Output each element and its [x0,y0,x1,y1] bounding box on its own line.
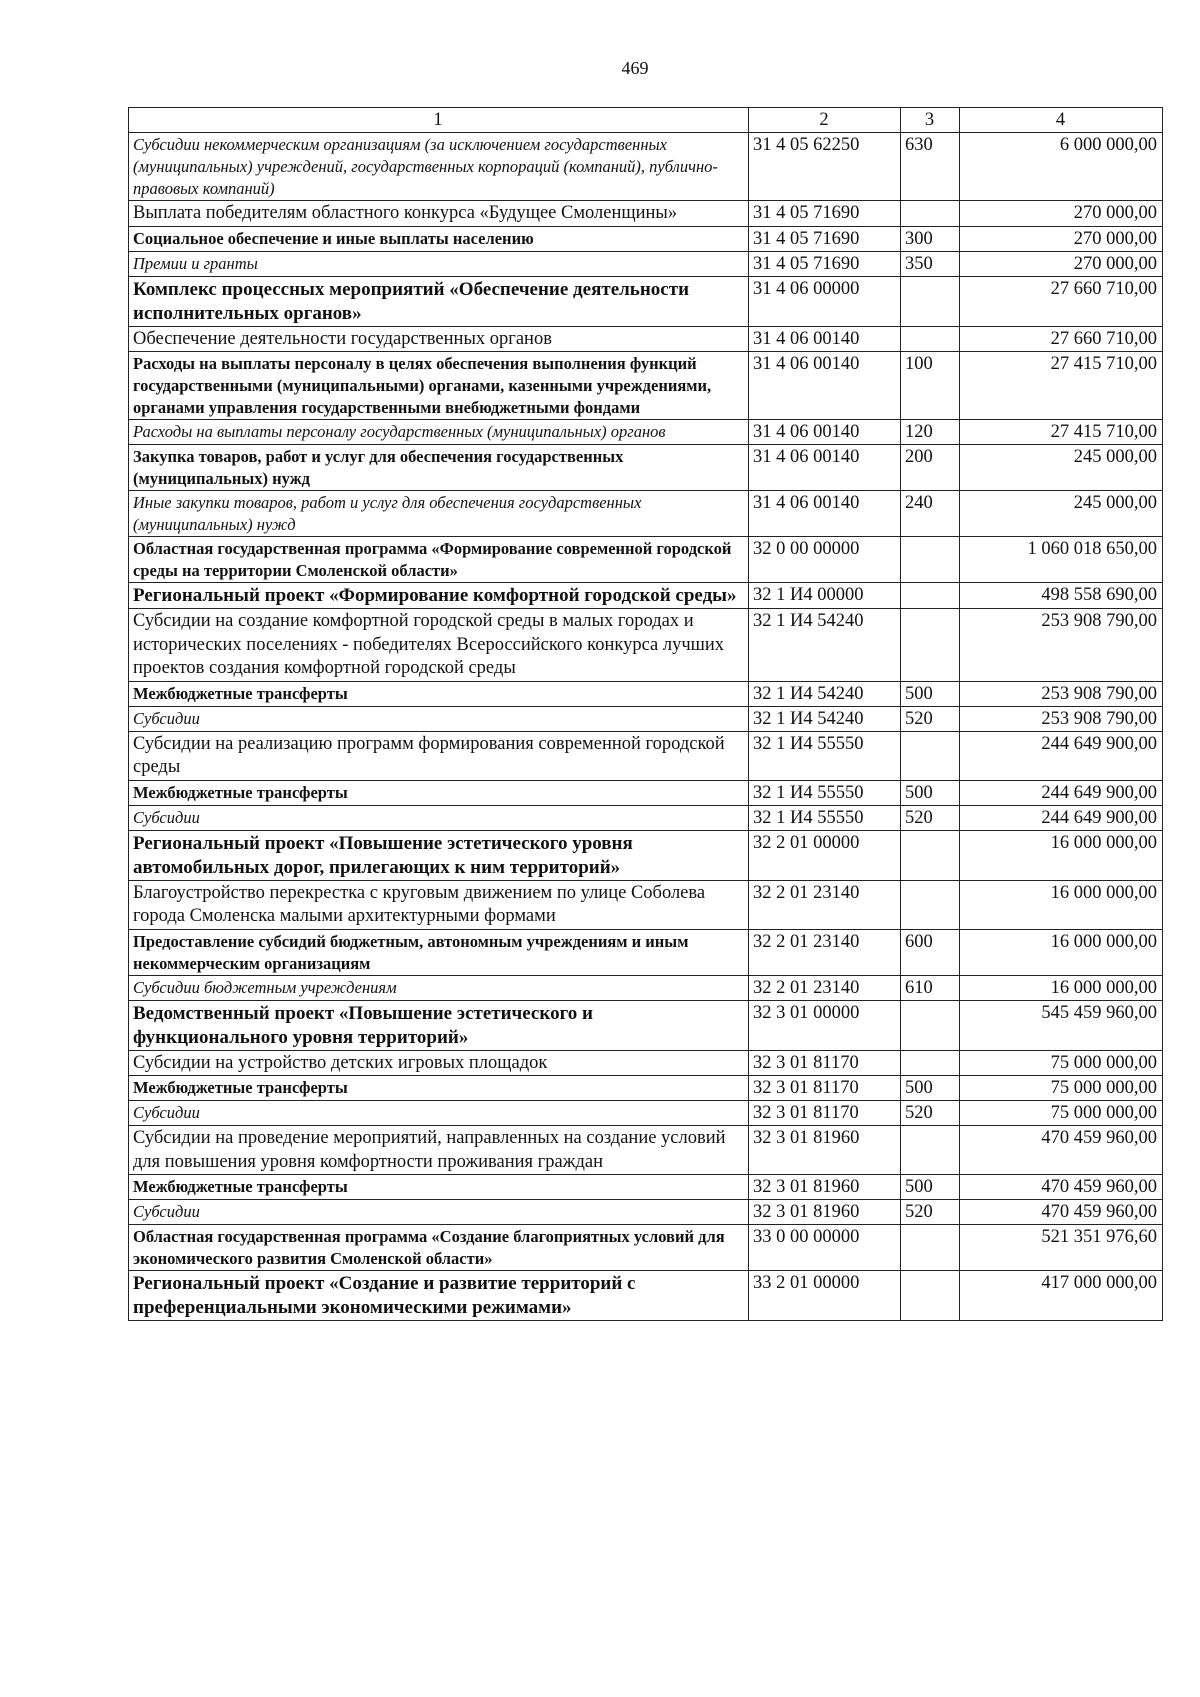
row-amount-cell: 75 000 000,00 [960,1101,1163,1126]
row-kvr-cell [901,1271,960,1321]
row-amount-cell: 470 459 960,00 [960,1200,1163,1225]
row-name-cell: Областная государственная программа «Создание благоприятных условий для экономического развития Смоленской области» [129,1225,749,1271]
row-code-cell: 32 1 И4 55550 [749,805,901,830]
row-amount-cell: 470 459 960,00 [960,1175,1163,1200]
table-row [129,326,1163,352]
row-kvr-cell: 100 [901,352,960,420]
row-code-cell: 32 2 01 23140 [749,975,901,1000]
row-name-cell: Предоставление субсидий бюджетным, автономным учреждениям и иным некоммерческим организациям [129,929,749,975]
table-row [129,1200,1163,1225]
row-kvr-cell: 520 [901,805,960,830]
row-amount-cell: 270 000,00 [960,201,1163,227]
row-amount-cell: 253 908 790,00 [960,681,1163,706]
row-code-cell: 31 4 05 71690 [749,251,901,276]
row-code-cell: 32 3 01 81960 [749,1175,901,1200]
row-name-cell: Благоустройство перекрестка с круговым движением по улице Соболева города Смоленска малыми архитектурными формами [129,880,749,929]
row-name-cell: Социальное обеспечение и иные выплаты населению [129,226,749,251]
row-kvr-cell [901,276,960,326]
table-row [129,706,1163,731]
row-code-cell: 31 4 06 00140 [749,352,901,420]
row-name-cell: Межбюджетные трансферты [129,1076,749,1101]
row-name-cell: Субсидии на создание комфортной городской среды в малых городах и исторических поселениях - победителях Всероссийского конкурса лучших проектов создания комфортной городской среды [129,609,749,682]
row-name-cell: Межбюджетные трансферты [129,1175,749,1200]
column-header-3: 3 [901,108,960,133]
table-row [129,420,1163,445]
row-kvr-cell: 300 [901,226,960,251]
row-code-cell: 32 3 01 81960 [749,1200,901,1225]
row-amount-cell: 16 000 000,00 [960,975,1163,1000]
row-amount-cell: 417 000 000,00 [960,1271,1163,1321]
row-amount-cell: 521 351 976,60 [960,1225,1163,1271]
row-name-cell: Региональный проект «Повышение эстетического уровня автомобильных дорог, прилегающих к ним территорий» [129,830,749,880]
row-kvr-cell: 600 [901,929,960,975]
table-row [129,1050,1163,1076]
row-amount-cell: 270 000,00 [960,251,1163,276]
row-amount-cell: 75 000 000,00 [960,1076,1163,1101]
row-name-cell: Субсидии [129,1200,749,1225]
row-name-cell: Субсидии бюджетным учреждениям [129,975,749,1000]
row-kvr-cell [901,880,960,929]
row-code-cell: 32 0 00 00000 [749,537,901,583]
row-amount-cell: 1 060 018 650,00 [960,537,1163,583]
row-code-cell: 32 3 01 81170 [749,1101,901,1126]
row-amount-cell: 545 459 960,00 [960,1000,1163,1050]
row-amount-cell: 6 000 000,00 [960,133,1163,201]
table-row [129,352,1163,420]
column-header-1: 1 [129,108,749,133]
row-amount-cell: 245 000,00 [960,445,1163,491]
row-kvr-cell: 520 [901,706,960,731]
row-kvr-cell [901,1050,960,1076]
row-kvr-cell: 500 [901,1175,960,1200]
table-header-row [129,108,1163,133]
row-kvr-cell [901,583,960,609]
column-header-4: 4 [960,108,1163,133]
row-kvr-cell [901,326,960,352]
row-kvr-cell: 500 [901,681,960,706]
row-amount-cell: 27 660 710,00 [960,276,1163,326]
column-header-2: 2 [749,108,901,133]
table-row [129,583,1163,609]
row-amount-cell: 27 415 710,00 [960,352,1163,420]
row-name-cell: Субсидии на проведение мероприятий, направленных на создание условий для повышения уровня комфортности проживания граждан [129,1126,749,1175]
row-name-cell: Комплекс процессных мероприятий «Обеспечение деятельности исполнительных органов» [129,276,749,326]
row-code-cell: 31 4 05 71690 [749,201,901,227]
row-code-cell: 31 4 06 00140 [749,420,901,445]
row-code-cell: 32 3 01 00000 [749,1000,901,1050]
row-name-cell: Межбюджетные трансферты [129,681,749,706]
row-name-cell: Иные закупки товаров, работ и услуг для обеспечения государственных (муниципальных) нужд [129,491,749,537]
row-amount-cell: 244 649 900,00 [960,731,1163,780]
row-kvr-cell: 520 [901,1101,960,1126]
row-kvr-cell [901,1225,960,1271]
row-code-cell: 32 1 И4 55550 [749,780,901,805]
row-amount-cell: 16 000 000,00 [960,929,1163,975]
row-kvr-cell: 200 [901,445,960,491]
row-name-cell: Ведомственный проект «Повышение эстетического и функционального уровня территорий» [129,1000,749,1050]
row-amount-cell: 245 000,00 [960,491,1163,537]
row-kvr-cell [901,1000,960,1050]
row-kvr-cell [901,609,960,682]
table-row [129,830,1163,880]
table-row [129,1175,1163,1200]
row-kvr-cell: 350 [901,251,960,276]
row-name-cell: Расходы на выплаты персоналу государственных (муниципальных) органов [129,420,749,445]
row-code-cell: 32 2 01 00000 [749,830,901,880]
row-name-cell: Субсидии на реализацию программ формирования современной городской среды [129,731,749,780]
row-name-cell: Субсидии на устройство детских игровых площадок [129,1050,749,1076]
row-amount-cell: 253 908 790,00 [960,706,1163,731]
row-name-cell: Областная государственная программа «Формирование современной городской среды на территории Смоленской области» [129,537,749,583]
row-code-cell: 32 3 01 81960 [749,1126,901,1175]
row-code-cell: 32 2 01 23140 [749,880,901,929]
table-row [129,537,1163,583]
row-amount-cell: 244 649 900,00 [960,805,1163,830]
row-code-cell: 31 4 06 00140 [749,491,901,537]
row-kvr-cell: 520 [901,1200,960,1225]
row-code-cell: 31 4 06 00000 [749,276,901,326]
row-name-cell: Межбюджетные трансферты [129,780,749,805]
table-row [129,1000,1163,1050]
row-amount-cell: 16 000 000,00 [960,830,1163,880]
table-row [129,1101,1163,1126]
row-kvr-cell [901,1126,960,1175]
row-kvr-cell [901,537,960,583]
row-name-cell: Региональный проект «Создание и развитие территорий с преференциальными экономическими режимами» [129,1271,749,1321]
row-kvr-cell: 500 [901,1076,960,1101]
row-code-cell: 32 1 И4 00000 [749,583,901,609]
row-name-cell: Обеспечение деятельности государственных органов [129,326,749,352]
row-name-cell: Региональный проект «Формирование комфортной городской среды» [129,583,749,609]
table-row [129,445,1163,491]
row-kvr-cell [901,731,960,780]
row-kvr-cell: 630 [901,133,960,201]
row-name-cell: Субсидии некоммерческим организациям (за исключением государственных (муниципальных) учреждений, государственных корпораций (компаний), публично-правовых компаний) [129,133,749,201]
table-row [129,201,1163,227]
row-code-cell: 32 1 И4 55550 [749,731,901,780]
row-name-cell: Выплата победителям областного конкурса «Будущее Смоленщины» [129,201,749,227]
row-amount-cell: 16 000 000,00 [960,880,1163,929]
table-row [129,929,1163,975]
table-row [129,975,1163,1000]
row-name-cell: Премии и гранты [129,251,749,276]
row-amount-cell: 470 459 960,00 [960,1126,1163,1175]
row-amount-cell: 253 908 790,00 [960,609,1163,682]
row-code-cell: 33 0 00 00000 [749,1225,901,1271]
page-number: 469 [621,58,649,78]
row-name-cell: Расходы на выплаты персоналу в целях обеспечения выполнения функций государственными (муниципальными) органами, казенными учреждениями, органами управления государственными внебюджетными фондами [129,352,749,420]
table-row [129,491,1163,537]
row-amount-cell: 244 649 900,00 [960,780,1163,805]
row-kvr-cell [901,201,960,227]
row-kvr-cell [901,830,960,880]
table-row [129,1126,1163,1175]
table-row [129,1225,1163,1271]
row-code-cell: 31 4 05 71690 [749,226,901,251]
row-code-cell: 32 3 01 81170 [749,1076,901,1101]
row-code-cell: 32 1 И4 54240 [749,681,901,706]
table-row [129,731,1163,780]
budget-table [128,107,1163,1321]
table-row [129,609,1163,682]
table-row [129,133,1163,201]
row-code-cell: 32 1 И4 54240 [749,706,901,731]
row-name-cell: Закупка товаров, работ и услуг для обеспечения государственных (муниципальных) нужд [129,445,749,491]
table-row [129,226,1163,251]
row-code-cell: 31 4 05 62250 [749,133,901,201]
table-row [129,681,1163,706]
row-kvr-cell: 500 [901,780,960,805]
row-code-cell: 32 1 И4 54240 [749,609,901,682]
row-code-cell: 31 4 06 00140 [749,445,901,491]
row-amount-cell: 27 660 710,00 [960,326,1163,352]
row-amount-cell: 27 415 710,00 [960,420,1163,445]
row-code-cell: 31 4 06 00140 [749,326,901,352]
table-row [129,1076,1163,1101]
row-amount-cell: 498 558 690,00 [960,583,1163,609]
table-row [129,805,1163,830]
table-row [129,880,1163,929]
table-row [129,276,1163,326]
row-name-cell: Субсидии [129,1101,749,1126]
row-amount-cell: 75 000 000,00 [960,1050,1163,1076]
row-name-cell: Субсидии [129,706,749,731]
table-row [129,251,1163,276]
row-amount-cell: 270 000,00 [960,226,1163,251]
row-code-cell: 32 2 01 23140 [749,929,901,975]
row-code-cell: 32 3 01 81170 [749,1050,901,1076]
table-row [129,780,1163,805]
row-kvr-cell: 120 [901,420,960,445]
table-row [129,1271,1163,1321]
row-name-cell: Субсидии [129,805,749,830]
row-kvr-cell: 610 [901,975,960,1000]
row-kvr-cell: 240 [901,491,960,537]
row-code-cell: 33 2 01 00000 [749,1271,901,1321]
